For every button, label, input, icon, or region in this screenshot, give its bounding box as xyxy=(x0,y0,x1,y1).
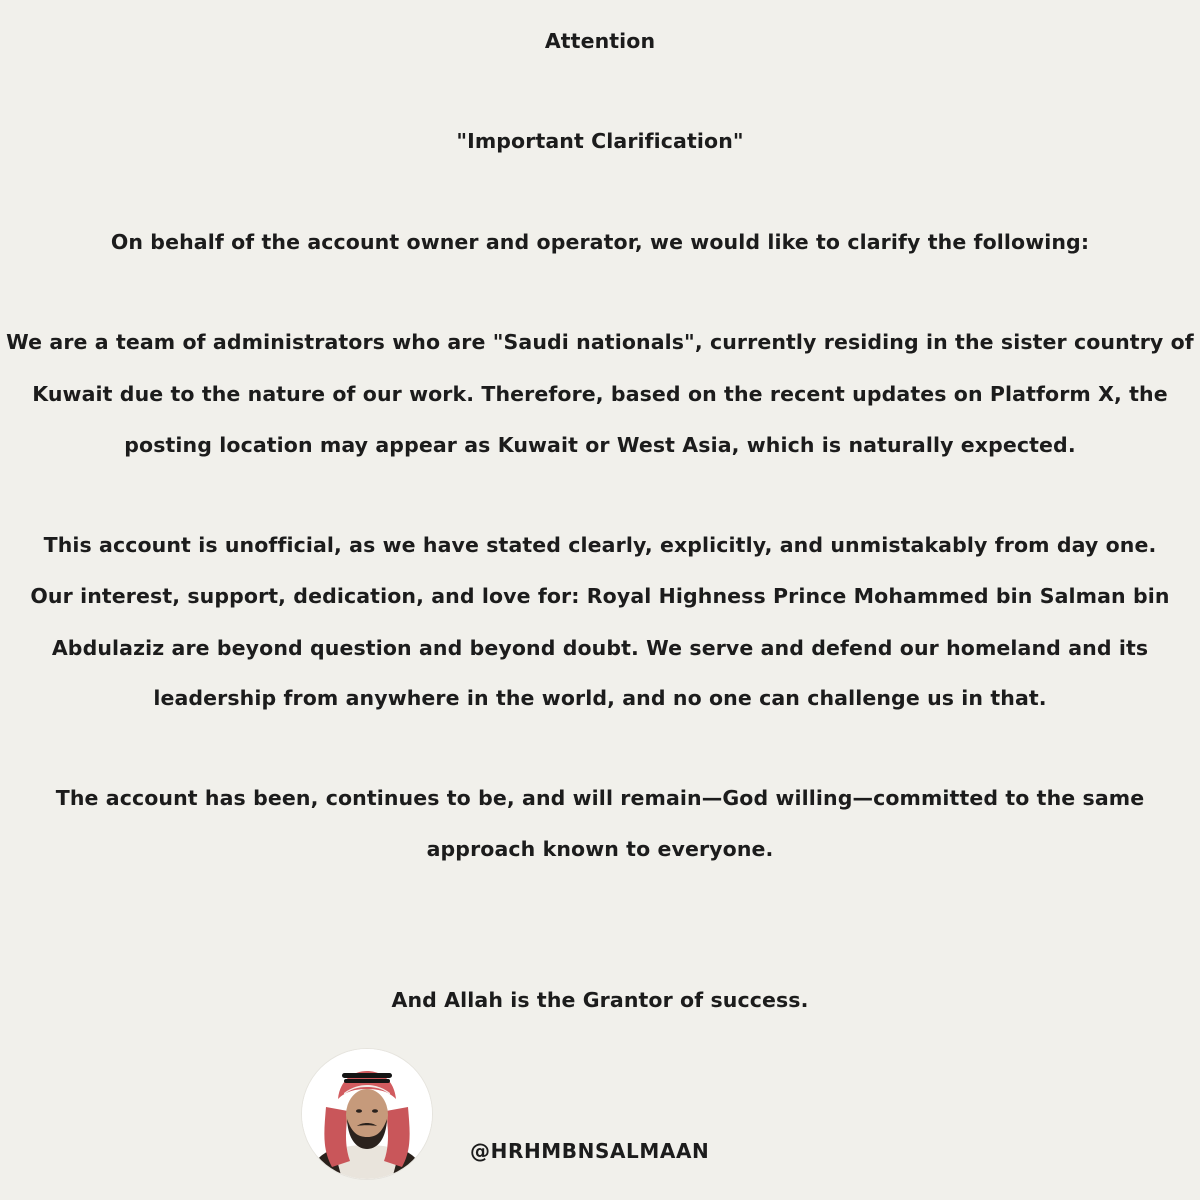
document-subtitle: "Important Clarification" xyxy=(456,129,744,153)
paragraph2-line: Abdulaziz are beyond question and beyond doubt. We serve and defend our homeland and its xyxy=(51,636,1149,660)
paragraph1-line: posting location may appear as Kuwait or West Asia, which is naturally expected. xyxy=(124,433,1076,457)
paragraph1-line: We are a team of administrators who are "Saudi nationals", currently residing in the sister country of xyxy=(6,330,1194,354)
profile-portrait-icon xyxy=(302,1049,432,1179)
paragraph3-line: The account has been, continues to be, and will remain—God willing—committed to the same xyxy=(55,786,1145,810)
document-title: Attention xyxy=(544,29,656,53)
closing-line: And Allah is the Grantor of success. xyxy=(391,988,809,1012)
account-handle: @HRHMBNSALMAAN xyxy=(470,1139,710,1163)
paragraph2-line: Our interest, support, dedication, and love for: Royal Highness Prince Mohammed bin Salman bin xyxy=(30,584,1170,608)
paragraph2-line: This account is unofficial, as we have stated clearly, explicitly, and unmistakably from day one. xyxy=(43,533,1157,557)
paragraph1-line: Kuwait due to the nature of our work. Therefore, based on the recent updates on Platform X, the xyxy=(32,382,1168,406)
intro-line: On behalf of the account owner and operator, we would like to clarify the following: xyxy=(110,230,1090,254)
paragraph2-line: leadership from anywhere in the world, and no one can challenge us in that. xyxy=(153,686,1047,710)
avatar xyxy=(302,1049,432,1179)
paragraph3-line: approach known to everyone. xyxy=(426,837,774,861)
